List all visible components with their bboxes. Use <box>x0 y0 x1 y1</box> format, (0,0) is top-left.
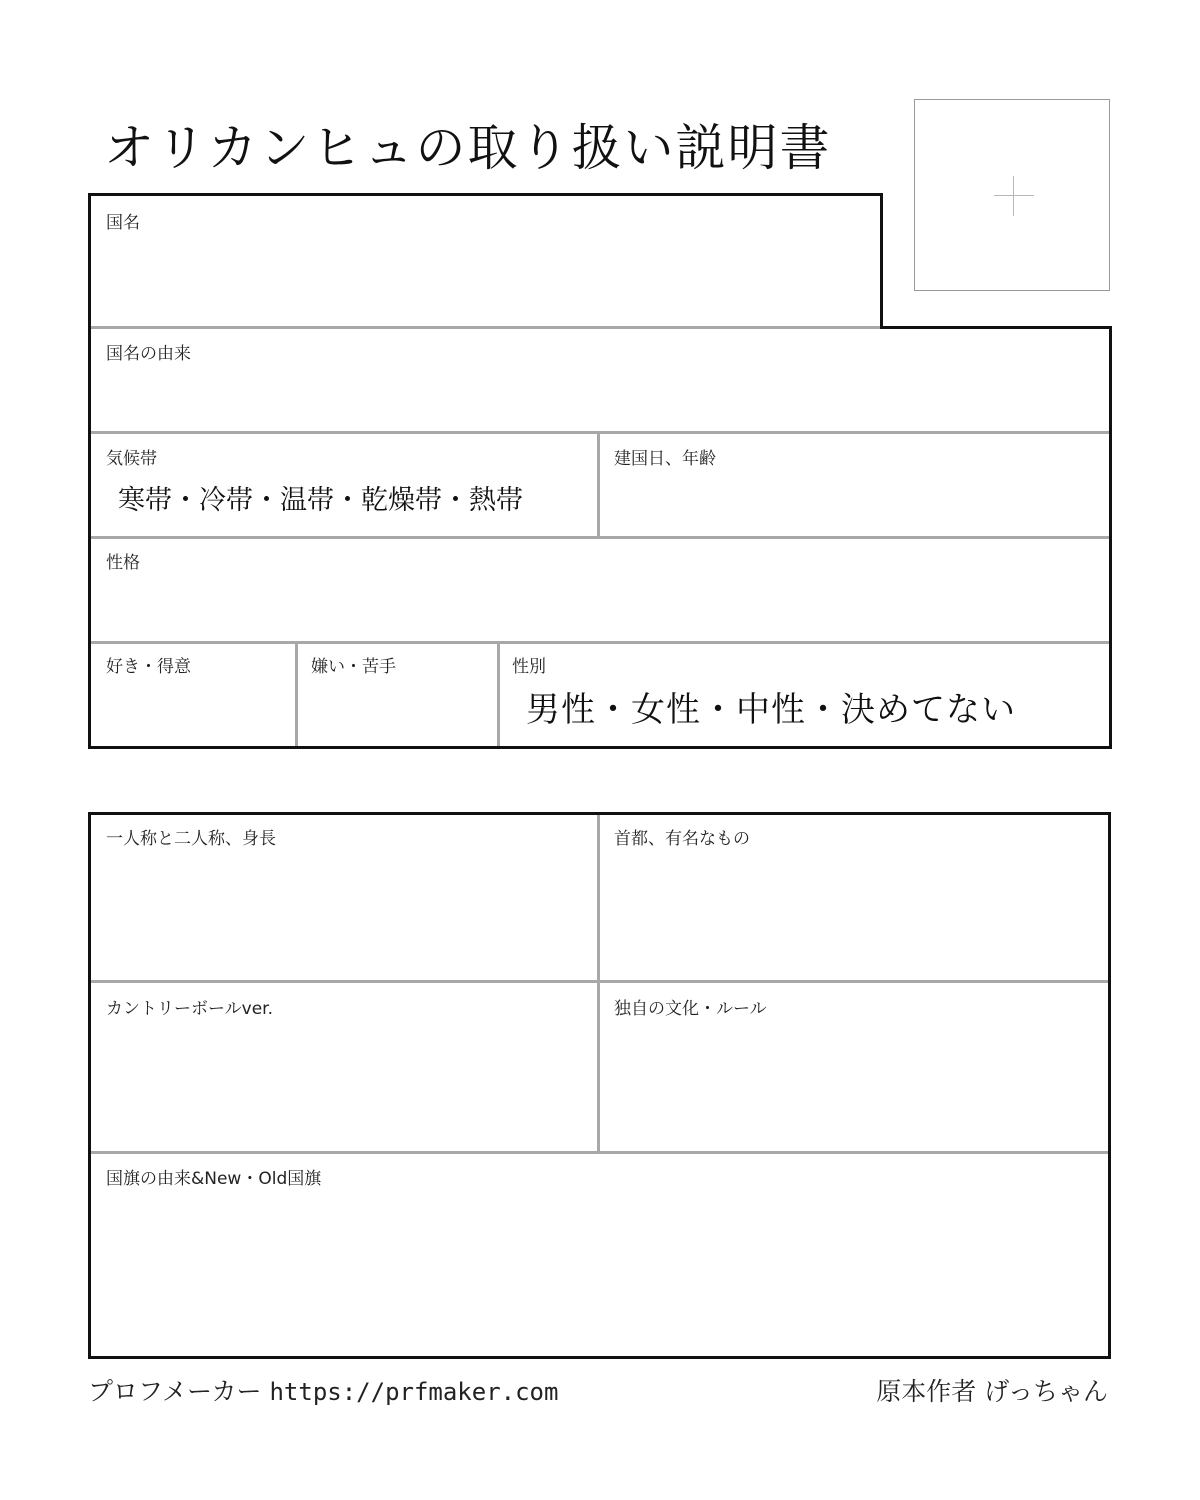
capital-famous-label: 首都、有名なもの <box>614 829 750 849</box>
personality-label: 性格 <box>106 553 140 573</box>
name-origin-field[interactable] <box>92 330 1108 430</box>
culture-rules-label: 独自の文化・ルール <box>614 999 767 1019</box>
name-origin-label: 国名の由来 <box>106 344 191 364</box>
photo-upload-box[interactable] <box>914 99 1110 291</box>
maker-link[interactable]: https://prfmaker.com <box>269 1378 559 1406</box>
dislikes-label: 嫌い・苦手 <box>311 657 396 677</box>
gender-label: 性別 <box>512 657 546 677</box>
footer-author: 原本作者 げっちゃん <box>876 1377 1108 1406</box>
personality-field[interactable] <box>92 540 1108 640</box>
footer-maker <box>88 1374 558 1410</box>
climate-options: 寒帯・冷帯・温帯・乾燥帯・熱帯 <box>118 485 523 516</box>
maker-label: プロフメーカー <box>88 1377 262 1406</box>
gender-options: 男性・女性・中性・決めてない <box>526 690 1016 730</box>
country-name-label: 国名 <box>106 213 140 233</box>
pronouns-height-label: 一人称と二人称、身長 <box>106 829 276 849</box>
flag-origin-label: 国旗の由来&New・Old国旗 <box>106 1169 322 1189</box>
countryball-label: カントリーボールver. <box>106 999 274 1019</box>
country-name-field[interactable] <box>92 197 878 325</box>
likes-label: 好き・得意 <box>106 657 191 677</box>
founding-age-label: 建国日、年齢 <box>614 449 716 469</box>
climate-label: 気候帯 <box>106 449 157 469</box>
page-title: オリカンヒュの取り扱い説明書 <box>104 119 832 177</box>
